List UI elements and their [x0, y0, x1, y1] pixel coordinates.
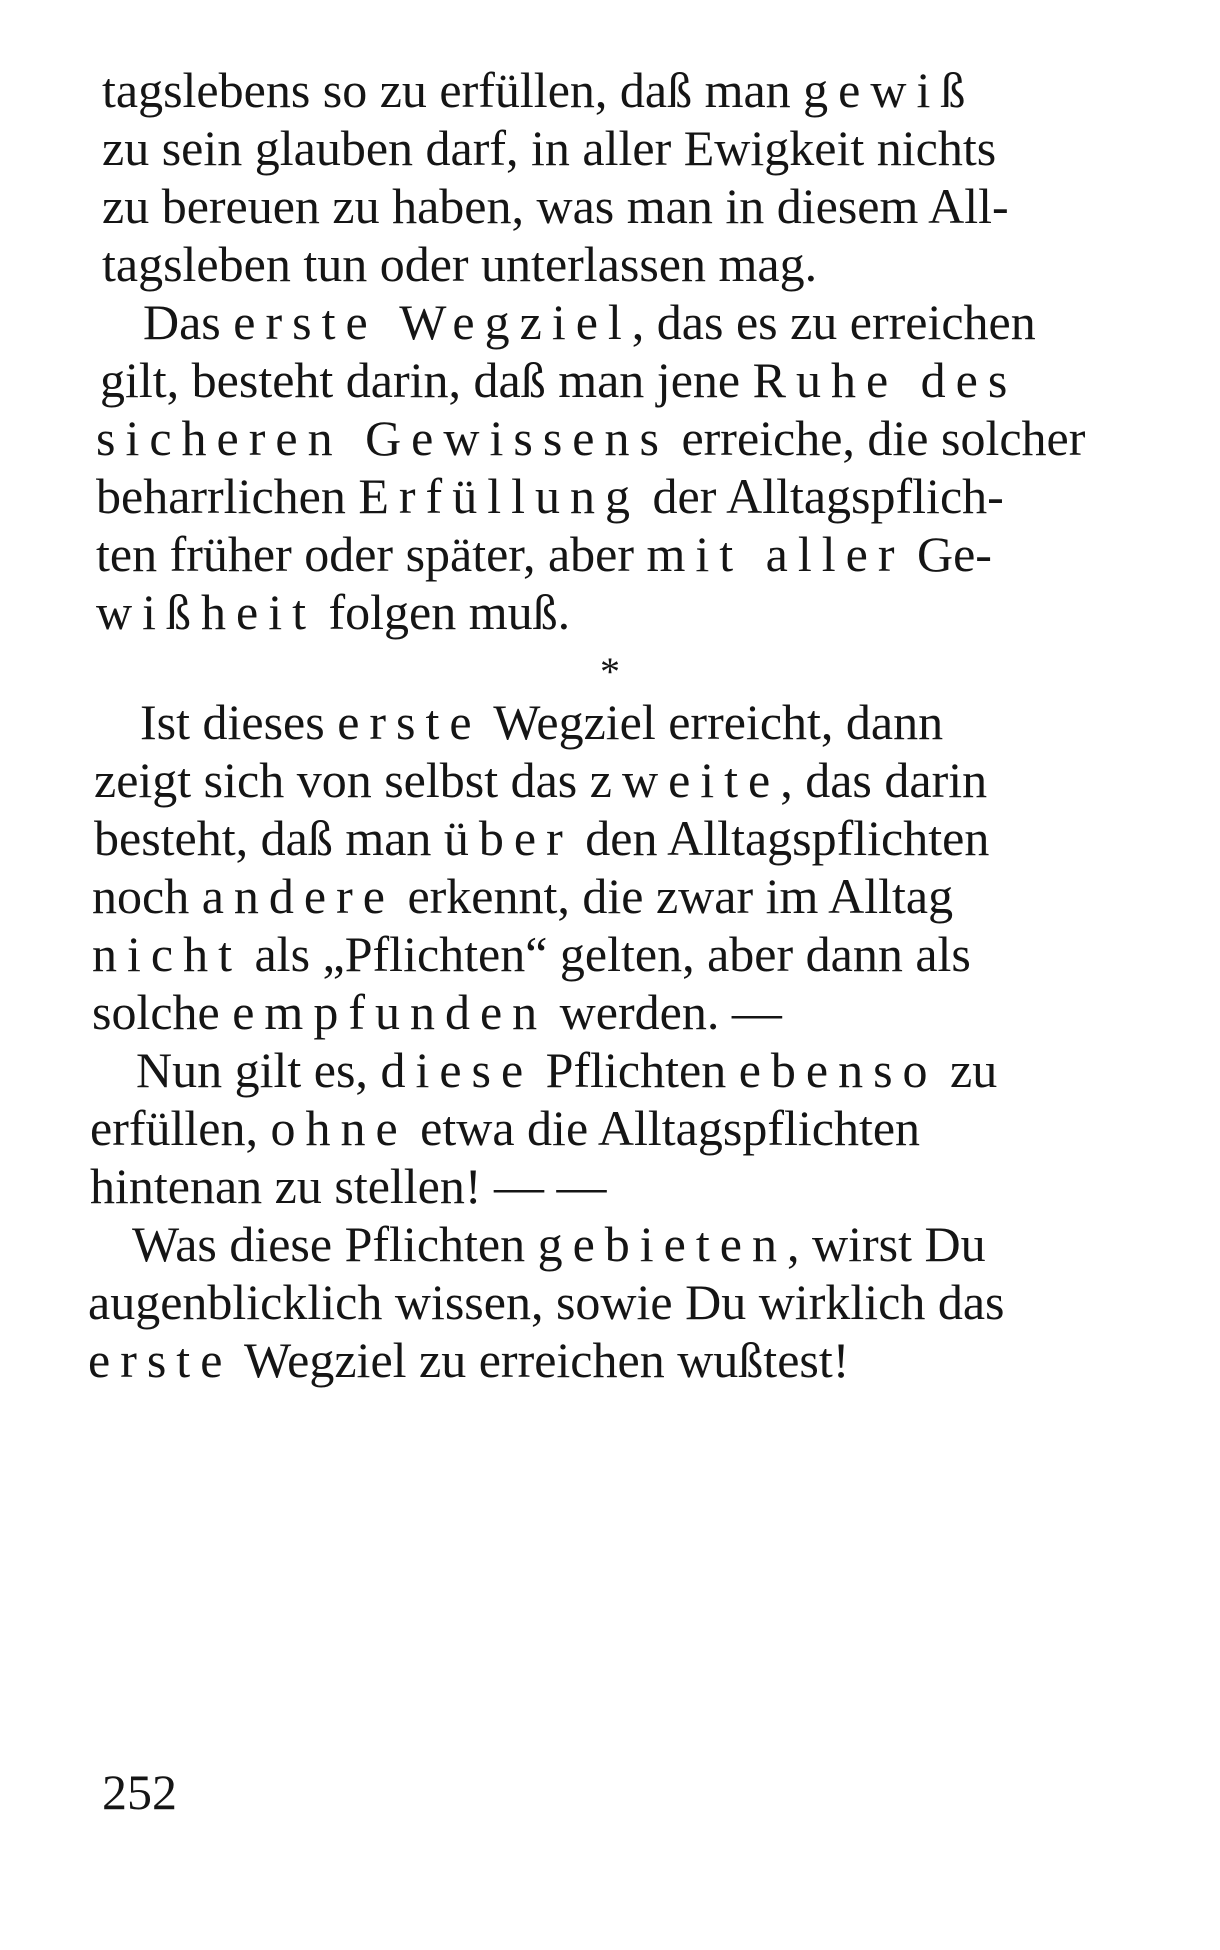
- spaced-text: ebenso: [738, 1042, 938, 1098]
- spaced-text: mit aller: [646, 526, 905, 582]
- text-line: [94, 806, 990, 870]
- text-span: der Alltagspflich-: [640, 468, 1004, 524]
- text-line: zu sein glauben darf, in aller Ewigkeit nichts: [102, 120, 997, 176]
- spaced-text: ohne: [270, 1100, 408, 1156]
- text-span: erkennt, die zwar im Alltag: [394, 868, 954, 924]
- text-span: werden. —: [547, 984, 782, 1040]
- spaced-text: andere: [201, 868, 395, 924]
- text-line: [102, 58, 976, 122]
- text-span: den Alltagspflichten: [572, 810, 990, 866]
- text-span: Wegziel erreicht, dann: [481, 694, 944, 750]
- text-span: erfüllen,: [90, 1100, 271, 1156]
- spaced-text: sicheren Gewissens: [96, 410, 669, 466]
- text-span: zu: [937, 1042, 998, 1098]
- text-line: [96, 406, 1086, 470]
- page-number: 252: [102, 1764, 177, 1820]
- spaced-text: wißheit: [96, 584, 316, 640]
- spaced-text: erste: [88, 1332, 233, 1388]
- spaced-text: über: [443, 810, 573, 866]
- text-line: augenblicklich wissen, sowie Du wirklich das: [88, 1274, 1005, 1330]
- text-span: als „Pflichten“ gelten, aber dann als: [241, 926, 971, 982]
- text-line: [96, 580, 906, 644]
- spaced-text: Ruhe des: [752, 352, 1018, 408]
- text-span: Ist dieses: [140, 694, 338, 750]
- text-span: noch: [92, 868, 202, 924]
- text-line: [92, 922, 971, 986]
- text-line: [94, 748, 988, 812]
- spaced-text: nicht: [92, 926, 242, 982]
- section-separator: *: [600, 649, 620, 694]
- text-line: [140, 690, 944, 754]
- text-span: Nun gilt es,: [136, 1042, 381, 1098]
- text-span: Wegziel zu erreichen wußtest!: [232, 1332, 850, 1388]
- text-span: besteht, daß man: [94, 810, 444, 866]
- spaced-text: diese: [380, 1042, 534, 1098]
- text-line: [96, 464, 1004, 528]
- text-span: Ge-: [904, 526, 992, 582]
- text-span: Das: [143, 294, 234, 350]
- spaced-text: gebieten: [537, 1216, 787, 1272]
- text-span: tagslebens so zu erfüllen, daß man: [102, 62, 804, 118]
- text-line: [132, 1212, 986, 1276]
- spaced-text: zweite: [589, 752, 781, 808]
- text-span: solche: [92, 984, 233, 1040]
- text-span: , das darin: [780, 752, 988, 808]
- text-span: Was diese Pflichten: [132, 1216, 538, 1272]
- text-span: , wirst Du: [786, 1216, 986, 1272]
- text-span: Pflichten: [533, 1042, 739, 1098]
- spaced-text: erste Wegziel: [233, 294, 632, 350]
- text-span: , das es zu erreichen: [631, 294, 1036, 350]
- text-span: ten früher oder später, aber: [96, 526, 647, 582]
- spaced-text: erste: [337, 694, 482, 750]
- spaced-text: empfunden: [232, 984, 548, 1040]
- text-line: [143, 290, 1036, 354]
- text-line: [92, 864, 954, 928]
- text-line: [100, 348, 1018, 412]
- text-span: gilt, besteht darin, daß man jene: [100, 352, 753, 408]
- text-span: erreiche, die solcher: [668, 410, 1086, 466]
- text-span: zeigt sich von selbst das: [94, 752, 590, 808]
- spaced-text: gewiß: [803, 62, 976, 118]
- text-span: beharrlichen: [96, 468, 359, 524]
- text-span: folgen muß.: [315, 584, 571, 640]
- text-line: [96, 522, 992, 586]
- text-span: etwa die Alltagspflichten: [407, 1100, 921, 1156]
- spaced-text: Erfüllung: [358, 468, 640, 524]
- text-line: tagsleben tun oder unterlassen mag.: [102, 236, 818, 292]
- text-line: [88, 1328, 902, 1392]
- text-line: hintenan zu stellen! — —: [90, 1158, 607, 1214]
- text-line: [90, 1096, 921, 1160]
- text-line: [92, 980, 906, 1044]
- text-line: [136, 1038, 998, 1102]
- text-line: zu bereuen zu haben, was man in diesem All-: [102, 178, 1009, 234]
